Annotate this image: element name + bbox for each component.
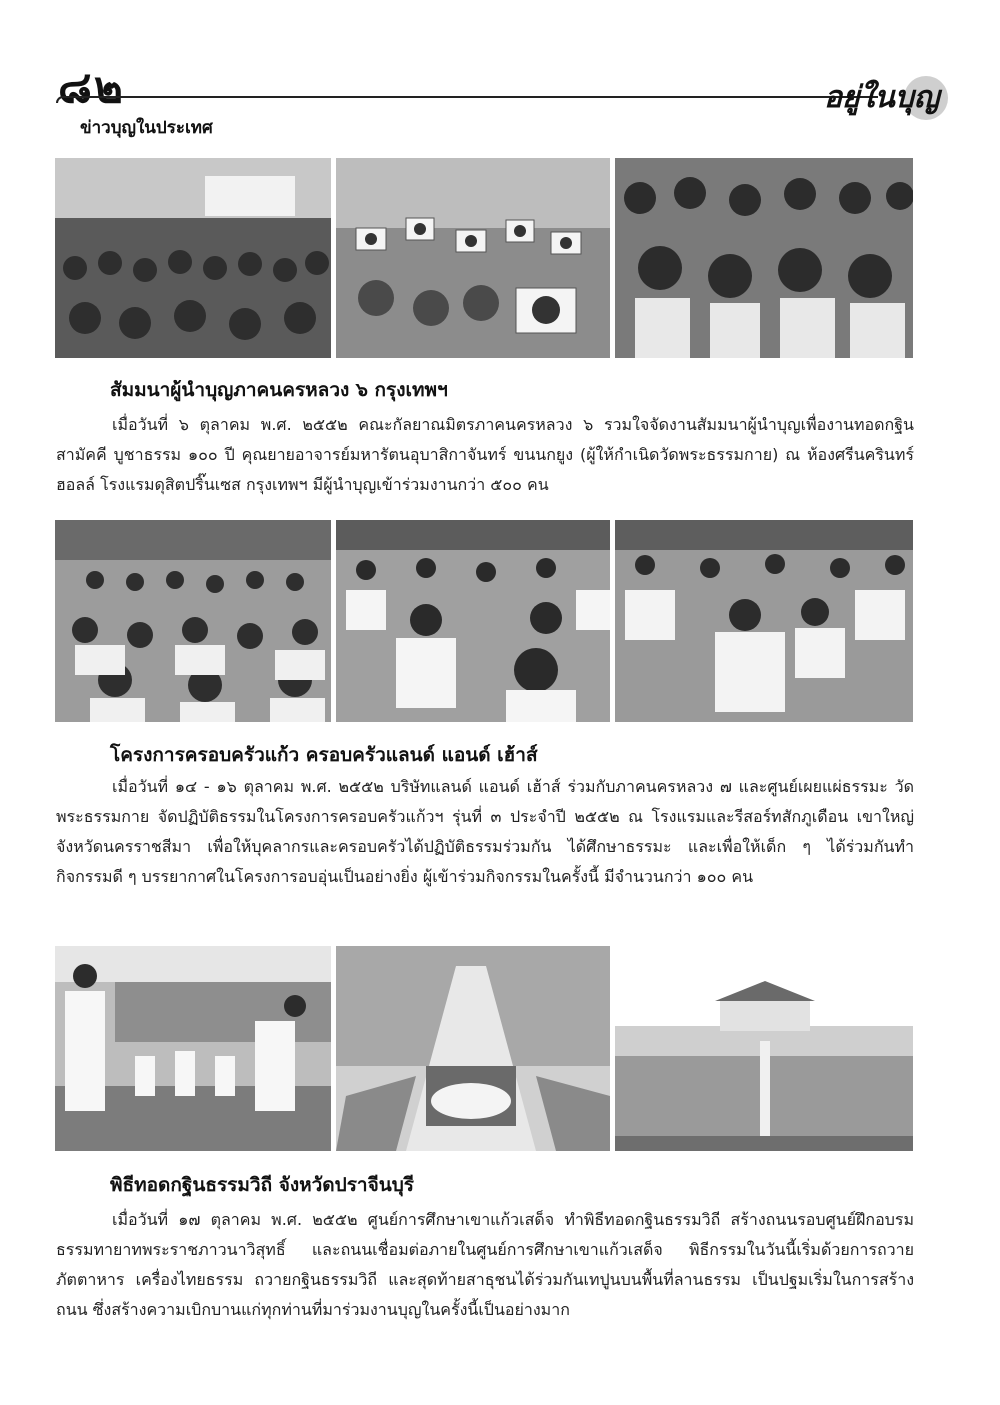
photo-retreat-rows [55,520,331,722]
photo-kathina-aerial [615,946,913,1151]
page-number: ๘๒ [58,62,125,113]
photo-kathina-ceremony [55,946,331,1151]
article-title: สัมมนาผู้นำบุญภาคนครหลวง ๖ กรุงเทพฯ [110,379,448,401]
article-title: พิธีทอดกฐินธรรมวิถี จังหวัดปราจีนบุรี [110,1174,414,1196]
photo-seminar-hall [55,158,331,358]
photo-retreat-prayer [615,520,913,722]
logo-text: อยู่ในบุญ [824,80,940,115]
photo-kathina-crowd [336,946,610,1151]
article-title: โครงการครอบครัวแก้ว ครอบครัวแลนด์ แอนด์ เฮ้าส์ [110,744,538,766]
magazine-logo [818,70,948,126]
header-rule [56,96,878,103]
photo-retreat-meditation [336,520,610,722]
article-body: เมื่อวันที่ ๑๔ - ๑๖ ตุลาคม พ.ศ. ๒๕๕๒ บริษัทแลนด์ แอนด์ เฮ้าส์ ร่วมกับภาคนครหลวง ๗ และศูนย์เผยแผ่ธรรมะ วัดพระธรรมกาย จัดปฏิบัติธรรมในโครงการครอบครัวแก้วฯ รุ่นที่ ๓ ประจำปี ๒๕๕๒ ณ โรงแรมและรีสอร์ทสักภูเดือน เขาใหญ่ จังหวัดนครราชสีมา เพื่อให้บุคลากรและครอบครัวได้ปฏิบัติธรรมร่วมกัน ได้ศึกษาธรรมะ และเพื่อให้เด็ก ๆ ได้ร่วมกันทำกิจกรรมดี ๆ บรรยากาศในโครงการอบอุ่นเป็นอย่างยิ่ง ผู้เข้าร่วมกิจกรรมในครั้งนี้ มีจำนวนกว่า ๑๐๐ คน [56,777,914,886]
section-label: ข่าวบุญในประเทศ [80,118,213,138]
article-body: เมื่อวันที่ ๑๗ ตุลาคม พ.ศ. ๒๕๕๒ ศูนย์การศึกษาเขาแก้วเสด็จ ทำพิธีทอดกฐินธรรมวิถี สร้างถนนรอบศูนย์ฝึกอบรมธรรมทายาทพระราชภาวนาวิสุทธิ์ และถนนเชื่อมต่อภายในศูนย์การศึกษาเขาแก้วเสด็จ พิธีกรรมในวันนี้เริ่มด้วยการถวายภัตตาหาร เครื่องไทยธรรม ถวายกฐินธรรมวิถี และสุดท้ายสาธุชนได้ร่วมกันเทปูนบนพื้นที่ลานธรรม เป็นปฐมเริ่มในการสร้างถนน ซึ่งสร้างความเบิกบานแก่ทุกท่านที่มาร่วมงานบุญในครั้งนี้เป็นอย่างมาก [56,1210,914,1319]
article-body: เมื่อวันที่ ๖ ตุลาคม พ.ศ. ๒๕๕๒ คณะกัลยาณมิตรภาคนครหลวง ๖ รวมใจจัดงานสัมมนาผู้นำบุญเพื่องานทอดกฐินสามัคคี บูชาธรรม ๑๐๐ ปี คุณยายอาจารย์มหารัตนอุบาสิกาจันทร์ ขนนกยูง (ผู้ให้กำเนิดวัดพระธรรมกาย) ณ ห้องศรีนครินทร์ฮอลล์ โรงแรมดุสิตปริ๊นเซส กรุงเทพฯ มีผู้นำบุญเข้าร่วมงานกว่า ๕๐๐ คน [56,415,914,494]
photo-seminar-flags [336,158,610,358]
photo-seminar-audience [615,158,913,358]
